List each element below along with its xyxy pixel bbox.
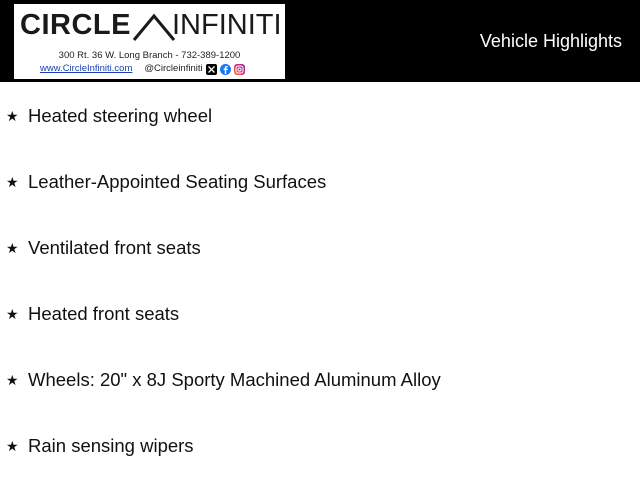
feature-label: Heated front seats (28, 303, 180, 324)
list-item (6, 302, 179, 326)
list-item (6, 104, 212, 128)
star-icon: ★ (6, 372, 19, 388)
dealer-website-link[interactable]: www.CircleInfiniti.com (40, 63, 133, 74)
star-icon: ★ (6, 306, 19, 322)
roof-icon (132, 10, 176, 44)
dealer-address-phone: 300 Rt. 36 W. Long Branch - 732-389-1200 (58, 50, 241, 61)
feature-label: Rain sensing wipers (28, 435, 194, 456)
star-icon: ★ (6, 240, 19, 256)
list-item (6, 170, 326, 194)
page-title: Vehicle Highlights (479, 31, 622, 51)
feature-label: Wheels: 20" x 8J Sporty Machined Aluminum Alloy (28, 369, 441, 390)
dealer-social-handle: @Circleinfiniti (144, 63, 203, 74)
logo-word-infiniti: INFINITI (172, 9, 282, 41)
list-item (6, 434, 194, 458)
list-item (6, 236, 201, 260)
logo-word-circle: CIRCLE (20, 9, 131, 41)
list-item (6, 368, 441, 392)
feature-label: Heated steering wheel (28, 105, 213, 126)
header-bar (0, 0, 640, 82)
dealer-logo (14, 4, 285, 79)
star-icon: ★ (6, 438, 19, 454)
star-icon: ★ (6, 108, 19, 124)
instagram-icon[interactable] (234, 64, 245, 75)
facebook-icon[interactable] (220, 64, 231, 75)
x-icon[interactable] (206, 64, 217, 75)
dealer-contact-row (40, 63, 245, 75)
feature-label: Leather-Appointed Seating Surfaces (28, 171, 327, 192)
feature-label: Ventilated front seats (28, 237, 201, 258)
star-icon: ★ (6, 174, 19, 190)
